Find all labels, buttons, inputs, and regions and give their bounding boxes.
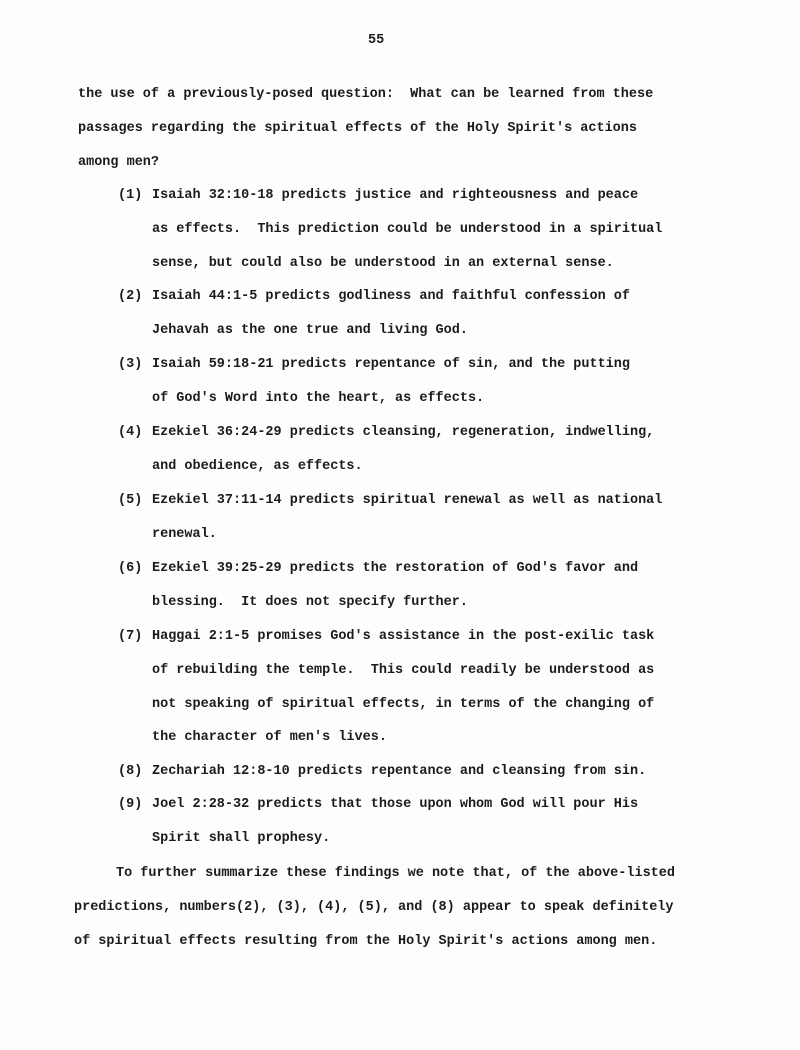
list-item-number: (4) [118, 425, 143, 440]
page-number: 55 [368, 33, 385, 48]
list-item-number: (2) [118, 289, 143, 304]
summary-line: To further summarize these findings we note that, of the above-listed [116, 866, 675, 881]
list-item-text: Isaiah 32:10-18 predicts justice and righteousness and peace [152, 188, 639, 203]
list-item-text: Ezekiel 37:11-14 predicts spiritual renewal as well as national [152, 493, 663, 508]
list-item-text: Jehavah as the one true and living God. [152, 323, 468, 338]
summary-line: predictions, numbers(2), (3), (4), (5), and (8) appear to speak definitely [74, 900, 674, 915]
list-item-text: Spirit shall prophesy. [152, 831, 331, 846]
list-item-text: renewal. [152, 527, 217, 542]
list-item-number: (6) [118, 561, 143, 576]
summary-line: of spiritual effects resulting from the Holy Spirit's actions among men. [74, 934, 658, 949]
list-item-number: (9) [118, 797, 143, 812]
list-item-text: Joel 2:28-32 predicts that those upon whom God will pour His [152, 797, 639, 812]
list-item-text: of rebuilding the temple. This could readily be understood as [152, 663, 655, 678]
intro-line: the use of a previously-posed question: What can be learned from these [78, 87, 654, 102]
list-item-text: the character of men's lives. [152, 730, 387, 745]
list-item-text: sense, but could also be understood in an external sense. [152, 256, 614, 271]
list-item-number: (3) [118, 357, 143, 372]
list-item-number: (7) [118, 629, 143, 644]
list-item-text: and obedience, as effects. [152, 459, 363, 474]
list-item-text: Isaiah 59:18-21 predicts repentance of sin, and the putting [152, 357, 630, 372]
list-item-number: (5) [118, 493, 143, 508]
list-item-text: Haggai 2:1-5 promises God's assistance in the post-exilic task [152, 629, 655, 644]
list-item-text: of God's Word into the heart, as effects. [152, 391, 485, 406]
list-item-text: Ezekiel 39:25-29 predicts the restoration of God's favor and [152, 561, 639, 576]
list-item-number: (8) [118, 764, 143, 779]
list-item-text: as effects. This prediction could be understood in a spiritual [152, 222, 663, 237]
intro-line: passages regarding the spiritual effects of the Holy Spirit's actions [78, 121, 637, 136]
intro-line: among men? [78, 155, 160, 170]
list-item-text: Isaiah 44:1-5 predicts godliness and faithful confession of [152, 289, 630, 304]
list-item-number: (1) [118, 188, 143, 203]
list-item-text: not speaking of spiritual effects, in terms of the changing of [152, 697, 655, 712]
list-item-text: Zechariah 12:8-10 predicts repentance and cleansing from sin. [152, 764, 647, 779]
list-item-text: blessing. It does not specify further. [152, 595, 468, 610]
list-item-text: Ezekiel 36:24-29 predicts cleansing, regeneration, indwelling, [152, 425, 655, 440]
